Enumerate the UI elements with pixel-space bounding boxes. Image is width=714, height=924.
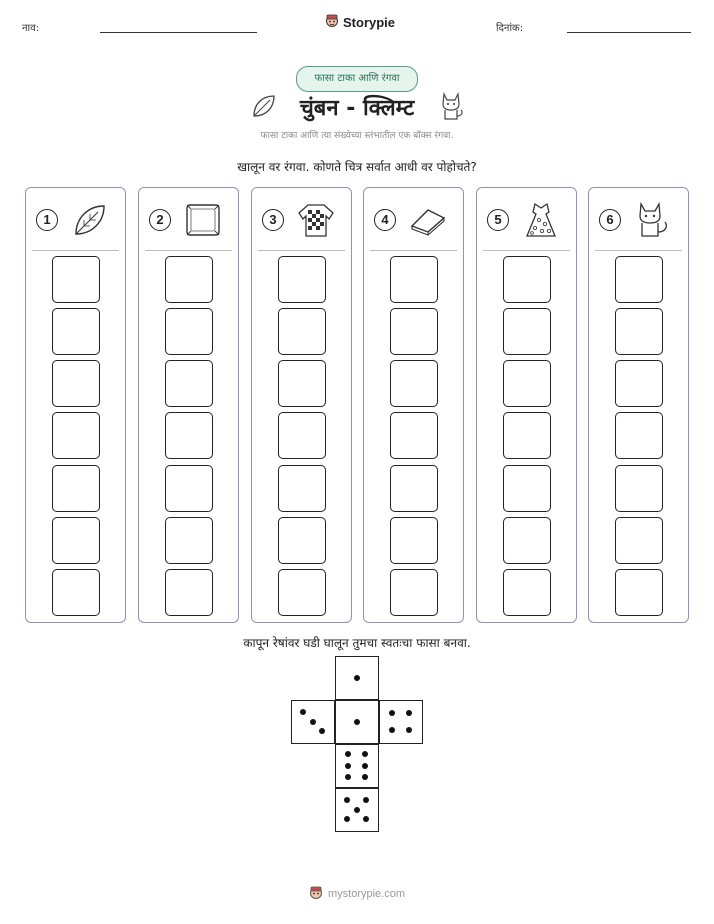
- name-line[interactable]: [100, 32, 257, 33]
- column-3: [251, 187, 352, 623]
- color-box[interactable]: [278, 256, 326, 303]
- cut-instruction: कापून रेषांवर घडी घालून तुमचा स्वतःचा फासा बनवा.: [243, 636, 471, 650]
- color-box[interactable]: [165, 517, 213, 564]
- die-pip: [362, 751, 368, 757]
- color-box[interactable]: [615, 465, 663, 512]
- color-box[interactable]: [278, 517, 326, 564]
- die-pip: [406, 727, 412, 733]
- color-box[interactable]: [52, 412, 100, 459]
- die-face-1: [335, 700, 379, 744]
- color-box[interactable]: [278, 412, 326, 459]
- die-face-1: [335, 656, 379, 700]
- brand-logo: [325, 14, 395, 30]
- sweater-icon: [296, 200, 336, 240]
- column-divider: [595, 250, 682, 251]
- column-divider: [258, 250, 345, 251]
- column-number: 1: [36, 209, 58, 231]
- die-pip: [345, 751, 351, 757]
- die-pip: [362, 774, 368, 780]
- date-line[interactable]: [567, 32, 691, 33]
- color-box[interactable]: [52, 465, 100, 512]
- column-divider: [145, 250, 232, 251]
- die-pip: [310, 719, 316, 725]
- name-label: नाव:: [22, 23, 40, 34]
- color-box[interactable]: [503, 412, 551, 459]
- color-box[interactable]: [503, 256, 551, 303]
- column-1: [25, 187, 126, 623]
- column-divider: [370, 250, 457, 251]
- color-box[interactable]: [390, 308, 438, 355]
- column-number: 4: [374, 209, 396, 231]
- activity-pill: फासा टाका आणि रंगवा: [296, 66, 418, 92]
- die-pip: [344, 797, 350, 803]
- color-box[interactable]: [615, 569, 663, 616]
- color-box[interactable]: [503, 465, 551, 512]
- die-pip: [354, 719, 360, 725]
- color-box[interactable]: [165, 412, 213, 459]
- color-box[interactable]: [390, 517, 438, 564]
- color-box[interactable]: [390, 569, 438, 616]
- cat-icon: [633, 200, 673, 240]
- color-box[interactable]: [615, 308, 663, 355]
- die-pip: [345, 763, 351, 769]
- leaf-icon: [250, 92, 278, 120]
- column-2: [138, 187, 239, 623]
- color-box[interactable]: [615, 360, 663, 407]
- column-number: 3: [262, 209, 284, 231]
- color-box[interactable]: [278, 308, 326, 355]
- storypie-mascot-icon: [309, 886, 323, 902]
- die-face-6: [335, 744, 379, 788]
- color-box[interactable]: [165, 360, 213, 407]
- color-box[interactable]: [165, 256, 213, 303]
- column-number: 6: [599, 209, 621, 231]
- color-box[interactable]: [503, 360, 551, 407]
- leaf-icon: [70, 200, 110, 240]
- column-number: 2: [149, 209, 171, 231]
- color-box[interactable]: [390, 256, 438, 303]
- color-box[interactable]: [278, 360, 326, 407]
- die-pip: [344, 816, 350, 822]
- color-box[interactable]: [503, 517, 551, 564]
- color-box[interactable]: [615, 412, 663, 459]
- die-face-3: [291, 700, 335, 744]
- color-box[interactable]: [52, 569, 100, 616]
- instruction-text: खालून वर रंगवा. कोणते चित्र सर्वात आधी वर पोहोचते?: [237, 160, 477, 174]
- color-box[interactable]: [52, 360, 100, 407]
- die-pip: [363, 816, 369, 822]
- color-box[interactable]: [278, 465, 326, 512]
- color-box[interactable]: [52, 308, 100, 355]
- die-pip: [406, 710, 412, 716]
- column-divider: [32, 250, 119, 251]
- page-title: चुंबन - क्लिम्ट: [299, 96, 415, 121]
- column-divider: [483, 250, 570, 251]
- color-box[interactable]: [52, 256, 100, 303]
- date-label: दिनांक:: [496, 23, 524, 34]
- die-pip: [319, 728, 325, 734]
- dress-icon: [521, 200, 561, 240]
- brand-name: Storypie: [343, 14, 396, 30]
- footer-url: mystorypie.com: [327, 888, 406, 900]
- column-4: [363, 187, 464, 623]
- die-pip: [354, 807, 360, 813]
- color-box[interactable]: [390, 465, 438, 512]
- die-pip: [363, 797, 369, 803]
- color-box[interactable]: [390, 360, 438, 407]
- color-box[interactable]: [503, 308, 551, 355]
- cat-icon: [438, 90, 466, 122]
- color-box[interactable]: [52, 517, 100, 564]
- color-box[interactable]: [165, 308, 213, 355]
- color-box[interactable]: [615, 517, 663, 564]
- page-subtitle: फासा टाका आणि त्या संख्येच्या स्तंभातील एक बॉक्स रंगवा.: [260, 131, 454, 141]
- color-box[interactable]: [165, 569, 213, 616]
- color-box[interactable]: [165, 465, 213, 512]
- color-box[interactable]: [278, 569, 326, 616]
- color-box[interactable]: [503, 569, 551, 616]
- die-pip: [362, 763, 368, 769]
- color-box[interactable]: [390, 412, 438, 459]
- towel-icon: [408, 200, 448, 240]
- color-box[interactable]: [615, 256, 663, 303]
- die-pip: [389, 710, 395, 716]
- die-pip: [354, 675, 360, 681]
- column-6: [588, 187, 689, 623]
- die-pip: [389, 727, 395, 733]
- column-5: [476, 187, 577, 623]
- storypie-mascot-icon: [325, 14, 339, 30]
- die-face-5: [335, 788, 379, 832]
- column-number: 5: [487, 209, 509, 231]
- die-pip: [300, 709, 306, 715]
- die-face-4: [379, 700, 423, 744]
- die-pip: [345, 774, 351, 780]
- footer: [0, 886, 714, 902]
- pillow-icon: [183, 200, 223, 240]
